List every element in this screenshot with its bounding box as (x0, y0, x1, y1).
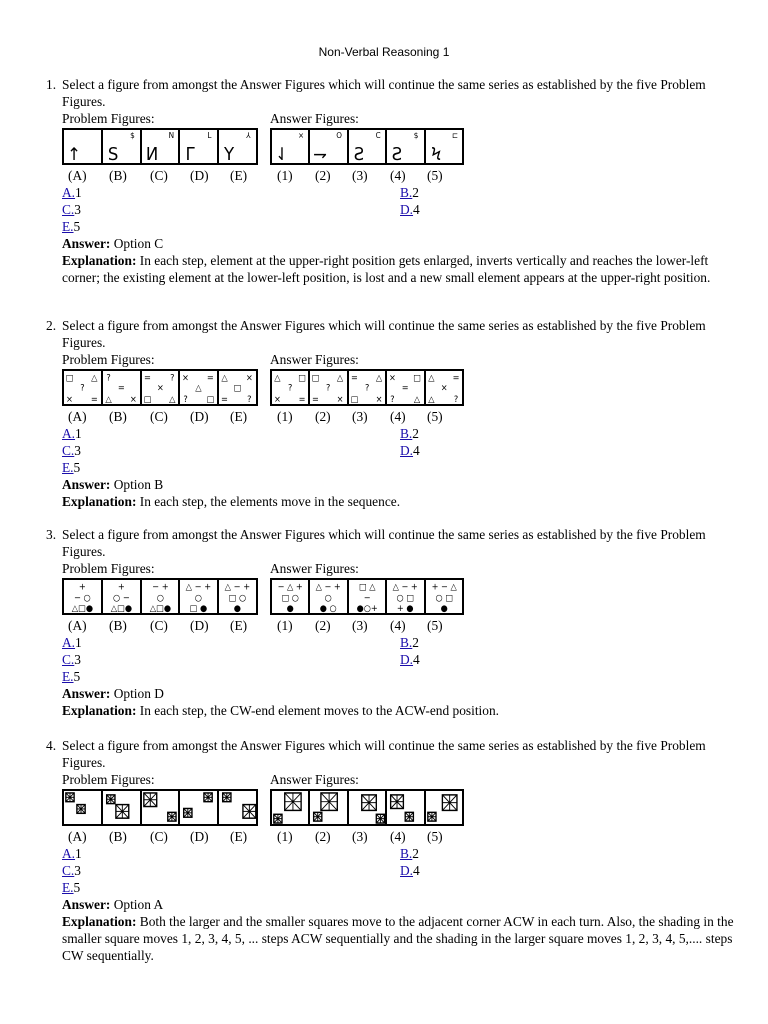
figure-symbol: △□● (110, 603, 132, 613)
option-value: 3 (74, 652, 81, 667)
figure-symbol: L (207, 130, 212, 140)
options-row (62, 862, 740, 879)
figure-cell (142, 130, 181, 163)
options-row (62, 651, 740, 668)
figure-symbol: ○ (156, 593, 164, 604)
answer-value: Option C (113, 236, 164, 251)
explanation (62, 252, 740, 286)
figure-symbol: △ (427, 393, 435, 404)
answer-number: (2) (315, 618, 331, 633)
option-value: 5 (73, 219, 81, 234)
answer-number: (4) (390, 618, 406, 633)
option-value: 5 (73, 880, 81, 895)
figure-cell (180, 130, 219, 163)
figure-symbol: × (389, 372, 397, 383)
figure-symbol: × (66, 394, 73, 404)
figure-symbol: × (375, 393, 383, 404)
figure-symbol: □ (298, 372, 306, 383)
problem-letter: (B) (109, 618, 127, 633)
figure-symbol: △ (274, 372, 281, 383)
figure-symbol: = (90, 394, 98, 404)
answer-number: (2) (315, 409, 331, 424)
explanation-prefix: Explanation: (62, 253, 137, 268)
figure-symbol: ? (106, 373, 111, 384)
figure-symbol: × (298, 130, 305, 140)
option-value: 1 (75, 426, 82, 441)
figure-symbol: $ (129, 130, 135, 140)
explanation (62, 913, 740, 964)
option-value: 1 (75, 846, 82, 861)
problem-figures-q2 (62, 369, 258, 406)
explanation-prefix: Explanation: (62, 494, 137, 509)
figure-symbol: ● (440, 602, 448, 613)
problem-letter: (B) (109, 168, 127, 183)
option-e-link[interactable]: E. (62, 669, 74, 684)
figure-cell (387, 371, 425, 404)
document-title: Non-Verbal Reasoning 1 (318, 45, 450, 59)
option-value: 4 (413, 443, 420, 458)
option-value: 3 (74, 202, 81, 217)
question-prompt: Select a figure from amongst the Answer Figures which will continue the same series as established by the five Problem Figures. (62, 738, 706, 770)
answer-prefix: Answer: (62, 897, 111, 912)
figure-symbol: □ (143, 394, 152, 404)
figure-symbol: C (375, 130, 381, 140)
figure-letters (62, 408, 740, 425)
answer-value: Option A (113, 897, 164, 912)
option-c-link[interactable]: C. (62, 652, 75, 667)
figure-symbol: □ ○ (228, 593, 247, 604)
figure-cell (64, 791, 103, 824)
figure-symbol: + (117, 582, 125, 593)
options-row (62, 668, 740, 685)
figure-symbol: ⊏ (451, 130, 458, 140)
figure-symbol: ↑ (67, 144, 82, 163)
figure-symbol: ? (183, 394, 189, 404)
problem-figures-label: Problem Figures: (62, 111, 155, 126)
figure-symbol: ? (364, 382, 370, 393)
figure-symbol: △ − + (224, 582, 251, 593)
figure-symbol: S (107, 144, 119, 163)
option-d-link[interactable]: D. (400, 652, 414, 667)
figure-symbol: ? (288, 382, 293, 393)
figure-symbol: Γ (185, 144, 196, 163)
option-value: 4 (413, 652, 420, 667)
figure-cell (349, 130, 387, 163)
answer-line (62, 235, 740, 252)
figure-cell (64, 371, 103, 404)
figure-cell (310, 791, 348, 824)
figure-symbol: △ (337, 372, 344, 383)
figure-symbol: N (168, 130, 174, 140)
figure-symbol: ? (453, 393, 458, 404)
answer-prefix: Answer: (62, 477, 111, 492)
figure-symbol: △ (105, 394, 112, 404)
answer-line (62, 896, 740, 913)
figure-symbol: ⇁ (313, 143, 328, 163)
answer-number: (4) (390, 409, 406, 424)
problem-letter: (E) (230, 618, 248, 633)
answer-number: (1) (277, 168, 293, 183)
figure-symbol: ○ − (112, 593, 130, 604)
figure-symbol: × (129, 394, 137, 404)
figure-symbol: △ (168, 394, 176, 404)
options-row (62, 425, 740, 442)
figure-symbol: × (274, 393, 281, 404)
question-prompt: Select a figure from amongst the Answer Figures which will continue the same series as established by the five Problem Figures. (62, 77, 706, 109)
question-3-text (40, 526, 740, 560)
option-e-link[interactable]: E. (62, 460, 74, 475)
question-1-text (40, 76, 740, 110)
figure-labels (62, 351, 740, 368)
figure-cell (103, 791, 142, 824)
option-value: 4 (413, 202, 420, 217)
problem-figures-label: Problem Figures: (62, 772, 155, 787)
figure-symbol: − ○ (74, 593, 91, 604)
option-value: 5 (73, 460, 81, 475)
figure-cell (272, 371, 310, 404)
figure-symbol: ○ □ (435, 592, 453, 603)
figure-symbol: ? (80, 383, 85, 394)
options-row (62, 634, 740, 651)
answer-value: Option D (113, 686, 164, 701)
figure-cell (103, 371, 142, 404)
figure-letters (62, 828, 740, 845)
answer-figures-label: Answer Figures: (270, 352, 359, 367)
figure-row (62, 368, 740, 408)
question-2-text (40, 317, 740, 351)
problem-letter: (A) (68, 409, 87, 424)
figure-symbol: ? (169, 373, 175, 384)
answer-number: (3) (352, 618, 368, 633)
problem-letter: (D) (190, 168, 209, 183)
figure-symbol: ●○+ (356, 602, 378, 613)
answer-number: (5) (427, 829, 443, 844)
figure-cell (219, 791, 256, 824)
figure-symbol: = (207, 373, 215, 384)
answer-figures-label: Answer Figures: (270, 111, 359, 126)
figure-symbol: × (182, 373, 190, 384)
question-1 (40, 76, 740, 286)
figure-cell (426, 580, 462, 613)
figure-cell (272, 791, 310, 824)
figure-labels (62, 771, 740, 788)
figure-symbol: + (78, 582, 86, 593)
figure-cell (272, 130, 310, 163)
option-value: 1 (75, 185, 82, 200)
question-number: 1. (46, 77, 57, 92)
figure-symbol: − (363, 592, 371, 603)
figure-symbol: □ (233, 383, 242, 394)
figure-symbol: △ (375, 372, 382, 383)
answer-number: (4) (390, 168, 406, 183)
answer-number: (5) (427, 409, 443, 424)
answer-number: (4) (390, 829, 406, 844)
option-value: 5 (73, 669, 81, 684)
figure-symbol: △ − + (186, 582, 212, 593)
figure-symbol: ● (286, 602, 294, 613)
explanation (62, 702, 740, 719)
figure-cell (387, 130, 425, 163)
figure-symbol: × (337, 393, 344, 404)
figure-symbol: × (246, 373, 254, 384)
figure-symbol: И (145, 144, 158, 163)
option-c-link[interactable]: C. (62, 863, 75, 878)
figure-cell (387, 791, 425, 824)
problem-letter: (A) (68, 168, 87, 183)
explanation-text: In each step, element at the upper-right position gets enlarged, inverts vertically and reaches the lower-left corner; the existing element at the lower-left position, is lost and a new small element appears at the upper-right position. (62, 253, 711, 285)
option-a-link[interactable]: A. (62, 846, 76, 861)
figure-symbol: O (336, 130, 343, 140)
figure-symbol: = (350, 372, 358, 383)
option-d-link[interactable]: D. (400, 202, 414, 217)
answer-number: (5) (427, 168, 443, 183)
option-b-link[interactable]: B. (400, 185, 413, 200)
option-value: 3 (74, 443, 81, 458)
figure-symbol: Ƨ (392, 143, 403, 163)
explanation-prefix: Explanation: (62, 914, 137, 929)
figure-symbol: △ − + (316, 581, 342, 592)
figure-symbol: □ (413, 372, 422, 383)
option-a-link[interactable]: A. (62, 426, 76, 441)
figure-symbol: △ (427, 372, 435, 383)
problem-figures-q4 (62, 789, 258, 826)
problem-letter: (E) (230, 409, 248, 424)
figure-cell (142, 791, 181, 824)
options-row (62, 218, 740, 235)
figure-cell (349, 791, 387, 824)
figure-cell (219, 371, 256, 404)
problem-letter: (C) (150, 829, 168, 844)
question-number: 3. (46, 527, 57, 542)
problem-letter: (C) (150, 168, 168, 183)
figure-cell (426, 130, 462, 163)
question-prompt: Select a figure from amongst the Answer Figures which will continue the same series as established by the five Problem Figures. (62, 527, 706, 559)
figure-cell (349, 371, 387, 404)
figure-symbol: × (156, 383, 164, 394)
answer-number: (3) (352, 829, 368, 844)
figure-cell (349, 580, 387, 613)
explanation-prefix: Explanation: (62, 703, 137, 718)
problem-letter: (A) (68, 829, 87, 844)
figure-cell (142, 580, 181, 613)
explanation (62, 493, 740, 510)
option-b-link[interactable]: B. (400, 846, 413, 861)
figure-cell (426, 791, 462, 824)
explanation-text: In each step, the CW-end element moves to the ACW-end position. (139, 703, 500, 718)
figure-symbol: ? (390, 393, 395, 404)
figure-symbol: Ƨ (353, 143, 365, 163)
figure-cell (272, 580, 310, 613)
figure-symbol: + ● (397, 602, 414, 613)
answer-figures-q1 (270, 128, 464, 165)
figure-labels (62, 560, 740, 577)
figure-symbol: △ (91, 373, 98, 384)
figure-symbol: = (298, 393, 306, 404)
figure-symbol: = (452, 372, 460, 383)
answer-figures-label: Answer Figures: (270, 561, 359, 576)
figure-symbol: = (117, 383, 125, 394)
problem-letter: (D) (190, 409, 209, 424)
figure-letters (62, 617, 740, 634)
problem-letter: (D) (190, 618, 209, 633)
answer-number: (2) (315, 168, 331, 183)
option-value: 2 (412, 426, 419, 441)
figure-symbol: Y (224, 144, 235, 163)
figure-symbol: ⅄ (246, 130, 251, 140)
figure-symbol: ○ (325, 592, 333, 603)
figure-symbol: △□● (71, 603, 94, 613)
question-4-text (40, 737, 740, 771)
option-e-link[interactable]: E. (62, 219, 74, 234)
problem-letter: (E) (230, 829, 248, 844)
figure-symbol: △□● (149, 603, 171, 613)
option-value: 3 (74, 863, 81, 878)
options-row (62, 459, 740, 476)
figure-cell (310, 371, 348, 404)
question-prompt: Select a figure from amongst the Answer Figures which will continue the same series as established by the five Problem Figures. (62, 318, 706, 350)
problem-figures-q1 (62, 128, 258, 165)
figure-symbol: □ ● (189, 603, 208, 613)
figure-symbol: □ (65, 373, 74, 384)
problem-letter: (C) (150, 618, 168, 633)
answer-number: (1) (277, 409, 293, 424)
options-row (62, 442, 740, 459)
problem-letter: (D) (190, 829, 209, 844)
figure-symbol: △ (195, 383, 202, 394)
figure-symbol: ? (247, 394, 252, 404)
answer-number: (3) (352, 409, 368, 424)
option-value: 4 (413, 863, 420, 878)
answer-figures-label: Answer Figures: (270, 772, 359, 787)
figure-labels (62, 110, 740, 127)
option-a-link[interactable]: A. (62, 185, 76, 200)
figure-cell (103, 580, 142, 613)
problem-figures-label: Problem Figures: (62, 352, 155, 367)
figure-symbol: = (221, 394, 229, 404)
option-c-link[interactable]: C. (62, 443, 75, 458)
answer-value: Option B (113, 477, 164, 492)
figure-cell (310, 130, 348, 163)
figure-symbol: ○ □ (396, 592, 415, 603)
answer-line (62, 685, 740, 702)
figure-symbol: ○ (195, 593, 203, 604)
question-2 (40, 317, 740, 510)
figure-cell (387, 580, 425, 613)
answer-figures-q4 (270, 789, 464, 826)
figure-cell (180, 371, 219, 404)
figure-row (62, 788, 740, 828)
options-row (62, 879, 740, 896)
figure-cell (64, 130, 103, 163)
answer-prefix: Answer: (62, 236, 111, 251)
figure-symbol: △ − + (392, 581, 419, 592)
options-row (62, 845, 740, 862)
question-number: 2. (46, 318, 57, 333)
answer-line (62, 476, 740, 493)
option-value: 2 (412, 635, 419, 650)
problem-figures-q3 (62, 578, 258, 615)
figure-symbol: □ (206, 394, 215, 404)
figure-symbol: □ (311, 372, 320, 383)
option-b-link[interactable]: B. (400, 426, 413, 441)
problem-letter: (C) (150, 409, 168, 424)
figure-row (62, 127, 740, 167)
figure-symbol: ? (326, 382, 331, 393)
figure-cell (64, 580, 103, 613)
figure-symbol: △ (414, 393, 421, 404)
answer-number: (2) (315, 829, 331, 844)
figure-symbol: □ (350, 393, 359, 404)
option-d-link[interactable]: D. (400, 443, 414, 458)
option-d-link[interactable]: D. (400, 863, 414, 878)
figure-letters (62, 167, 740, 184)
option-b-link[interactable]: B. (400, 635, 413, 650)
figure-cell (103, 130, 142, 163)
figure-symbol: □ △ (358, 581, 376, 592)
answer-number: (1) (277, 829, 293, 844)
figure-row (62, 577, 740, 617)
answer-figures-q3 (270, 578, 464, 615)
figure-cell (142, 371, 181, 404)
option-e-link[interactable]: E. (62, 880, 74, 895)
figure-symbol: − △ + (277, 581, 303, 592)
answer-number: (5) (427, 618, 443, 633)
figure-symbol: = (312, 393, 320, 404)
figure-symbol: △ (221, 373, 228, 384)
figure-cell (180, 791, 219, 824)
figure-symbol: = (401, 382, 409, 393)
problem-letter: (B) (109, 829, 127, 844)
option-value: 1 (75, 635, 82, 650)
figure-symbol: − + (151, 582, 169, 593)
question-3 (40, 526, 740, 719)
figure-symbol: ● ○ (320, 602, 338, 613)
answer-figures-q2 (270, 369, 464, 406)
options-row (62, 184, 740, 201)
option-value: 2 (412, 185, 419, 200)
explanation-text: Both the larger and the smaller squares move to the adjacent corner ACW in each turn. Also, the shading in the smaller square moves 1, 2, 3, 4, 5, ... steps ACW sequentially and the shading in the larger square moves 1, 2, 3, 4, 5,.... steps CW sequentially. (62, 914, 734, 963)
figure-symbol: + − △ (431, 581, 457, 592)
problem-letter: (E) (230, 168, 248, 183)
figure-cell (310, 580, 348, 613)
options-row (62, 201, 740, 218)
figure-symbol: = (143, 373, 151, 384)
figure-symbol: □ ○ (281, 592, 299, 603)
figure-symbol: $ (414, 130, 419, 140)
explanation-text: In each step, the elements move in the sequence. (139, 494, 401, 509)
option-c-link[interactable]: C. (62, 202, 75, 217)
figure-symbol: × (440, 382, 448, 393)
answer-prefix: Answer: (62, 686, 111, 701)
figure-symbol: ● (233, 603, 242, 613)
problem-figures-label: Problem Figures: (62, 561, 155, 576)
question-number: 4. (46, 738, 57, 753)
question-4 (40, 737, 740, 964)
answer-number: (3) (352, 168, 368, 183)
answer-number: (1) (277, 618, 293, 633)
figure-symbol: ⇃ (275, 143, 289, 163)
figure-cell (180, 580, 219, 613)
problem-letter: (A) (68, 618, 87, 633)
option-value: 2 (412, 846, 419, 861)
figure-symbol: Ϟ (430, 143, 442, 163)
figure-cell (426, 371, 462, 404)
option-a-link[interactable]: A. (62, 635, 76, 650)
figure-cell (219, 130, 256, 163)
problem-letter: (B) (109, 409, 127, 424)
figure-cell (219, 580, 256, 613)
